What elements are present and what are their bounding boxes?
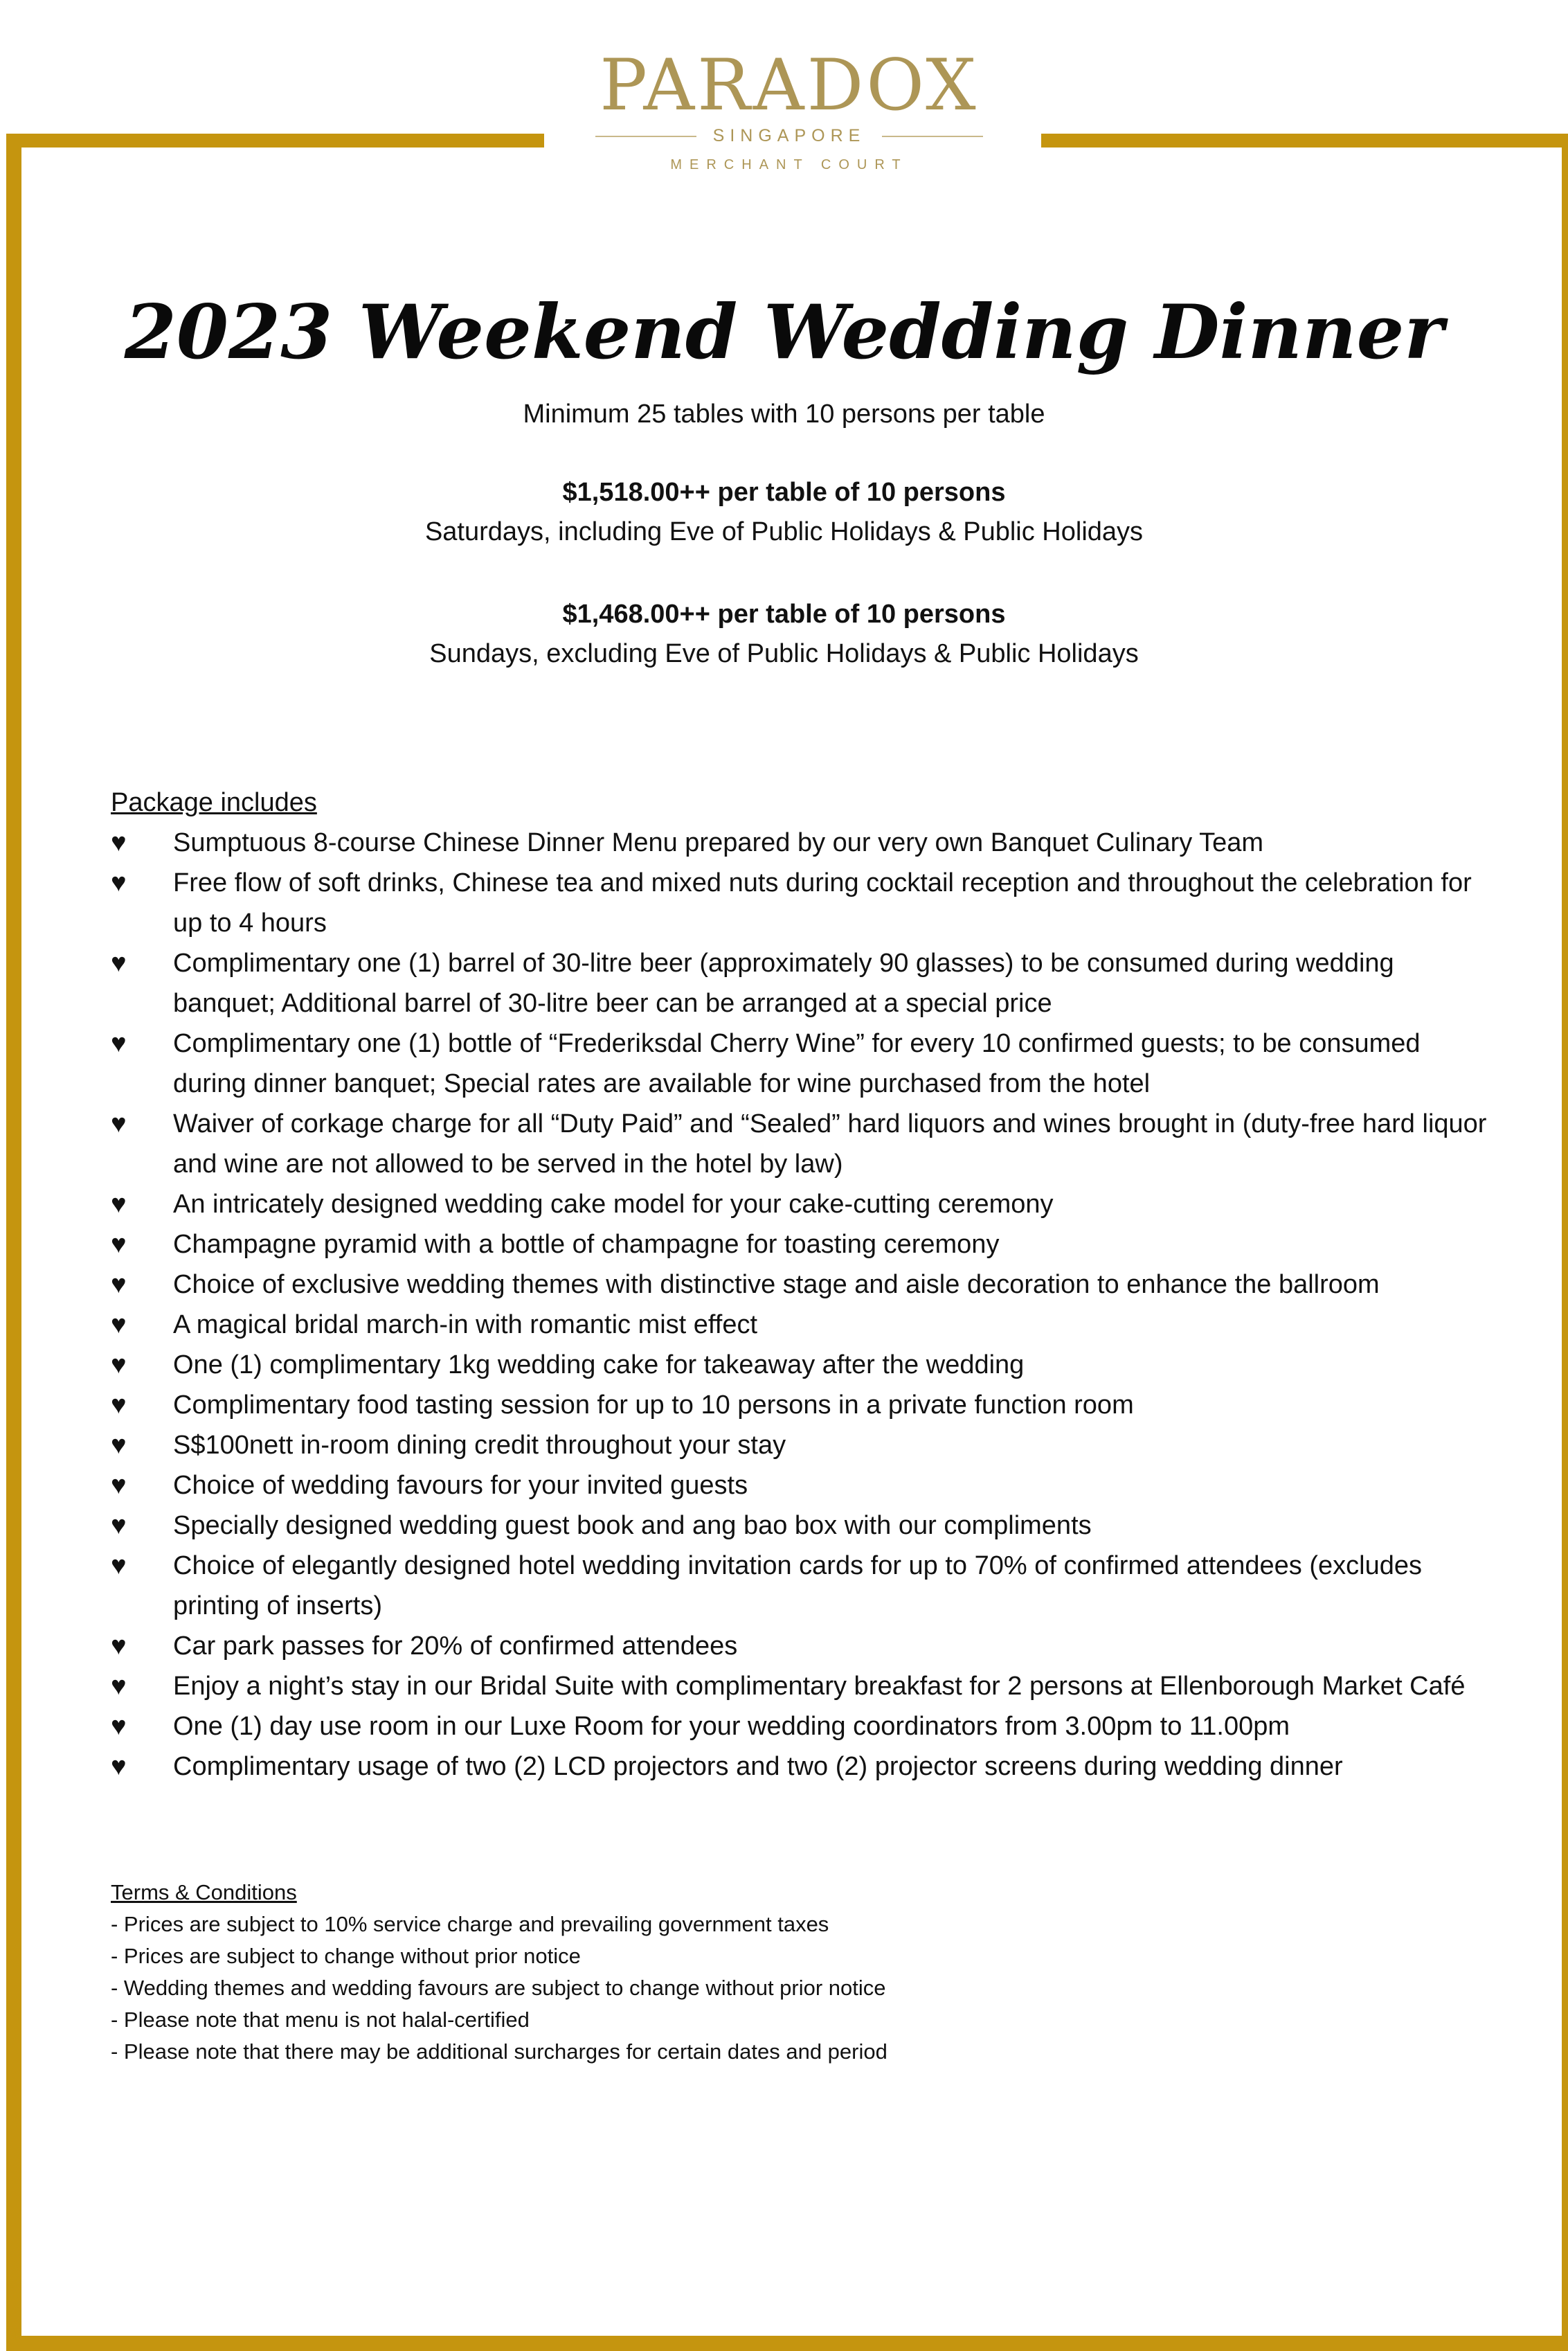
gold-border-top-right bbox=[1041, 134, 1562, 148]
package-item bbox=[111, 1023, 1495, 1104]
heart-bullet-icon: ♥ bbox=[111, 1029, 127, 1058]
package-item-text: Champagne pyramid with a bottle of champagne for toasting ceremony bbox=[173, 1230, 1000, 1259]
brand-logo bbox=[595, 44, 983, 173]
brand-name: PARADOX bbox=[600, 44, 979, 127]
package-item bbox=[111, 863, 1495, 943]
package-item-text: Waiver of corkage charge for all “Duty Paid” and “Sealed” hard liquors and wines brought in (duty-free hard liquor and wine are not allowed to be served in the hotel by law) bbox=[173, 1109, 1487, 1179]
package-item bbox=[111, 1746, 1495, 1787]
package-item bbox=[111, 1345, 1495, 1385]
terms-item: - Prices are subject to 10% service charge and prevailing government taxes bbox=[111, 1912, 829, 1936]
package-item-text: One (1) complimentary 1kg wedding cake for takeaway after the wedding bbox=[173, 1350, 1025, 1379]
package-item bbox=[111, 1385, 1495, 1425]
package-item-text: Complimentary one (1) bottle of “Frederiksdal Cherry Wine” for every 10 confirmed guests; to be consumed during dinner banquet; Special rates are available for wine purchased from the hotel bbox=[173, 1029, 1421, 1098]
package-item-text: Specially designed wedding guest book and ang bao box with our compliments bbox=[173, 1511, 1092, 1540]
terms-item: - Prices are subject to change without prior notice bbox=[111, 1944, 581, 1968]
package-item-text: Complimentary usage of two (2) LCD projectors and two (2) projector screens during wedding dinner bbox=[173, 1752, 1343, 1781]
terms-item: - Please note that menu is not halal-certified bbox=[111, 2008, 530, 2032]
package-item bbox=[111, 1465, 1495, 1505]
page-title: 2023 Weekend Wedding Dinner bbox=[124, 289, 1444, 376]
heart-bullet-icon: ♥ bbox=[111, 1752, 127, 1781]
package-item-text: Free flow of soft drinks, Chinese tea and mixed nuts during cocktail reception and throughout the celebration for up to 4 hours bbox=[173, 868, 1472, 938]
package-item bbox=[111, 1104, 1495, 1184]
logo-divider-right bbox=[882, 136, 983, 137]
package-list bbox=[111, 823, 1495, 1787]
brand-property: MERCHANT COURT bbox=[670, 157, 908, 172]
heart-bullet-icon: ♥ bbox=[111, 1350, 127, 1379]
package-item-text: Choice of wedding favours for your invited guests bbox=[173, 1471, 748, 1500]
heart-bullet-icon: ♥ bbox=[111, 949, 127, 978]
logo-divider-left bbox=[595, 136, 696, 137]
package-item bbox=[111, 1425, 1495, 1465]
heart-bullet-icon: ♥ bbox=[111, 1471, 127, 1500]
package-item-text: S$100nett in-room dining credit throughout your stay bbox=[173, 1431, 786, 1460]
heart-bullet-icon: ♥ bbox=[111, 1270, 127, 1299]
package-item-text: Complimentary food tasting session for up to 10 persons in a private function room bbox=[173, 1391, 1134, 1420]
price-sunday: $1,468.00++ per table of 10 persons bbox=[562, 600, 1006, 629]
terms-item: - Wedding themes and wedding favours are subject to change without prior notice bbox=[111, 1976, 886, 2000]
heart-bullet-icon: ♥ bbox=[111, 1551, 127, 1580]
heart-bullet-icon: ♥ bbox=[111, 1511, 127, 1540]
package-item-text: A magical bridal march-in with romantic mist effect bbox=[173, 1310, 758, 1339]
package-item-text: Sumptuous 8-course Chinese Dinner Menu prepared by our very own Banquet Culinary Team bbox=[173, 828, 1264, 857]
gold-border-top-left bbox=[6, 134, 544, 148]
package-item-text: An intricately designed wedding cake model for your cake-cutting ceremony bbox=[173, 1190, 1054, 1219]
heart-bullet-icon: ♥ bbox=[111, 1391, 127, 1420]
brand-location-row bbox=[595, 126, 983, 146]
package-item bbox=[111, 1505, 1495, 1546]
heart-bullet-icon: ♥ bbox=[111, 1109, 127, 1138]
heart-bullet-icon: ♥ bbox=[111, 1712, 127, 1741]
package-item bbox=[111, 1264, 1495, 1305]
brand-location: SINGAPORE bbox=[712, 126, 866, 145]
package-item-text: Enjoy a night’s stay in our Bridal Suite with complimentary breakfast for 2 persons at Ellenborough Market Café bbox=[173, 1672, 1466, 1701]
price-sunday-note: Sundays, excluding Eve of Public Holidays & Public Holidays bbox=[429, 639, 1139, 668]
heart-bullet-icon: ♥ bbox=[111, 1190, 127, 1219]
heart-bullet-icon: ♥ bbox=[111, 1230, 127, 1259]
package-item bbox=[111, 1626, 1495, 1666]
package-item-text: Car park passes for 20% of confirmed attendees bbox=[173, 1632, 738, 1661]
package-item bbox=[111, 943, 1495, 1023]
package-heading: Package includes bbox=[111, 788, 317, 817]
heart-bullet-icon: ♥ bbox=[111, 1632, 127, 1661]
package-item bbox=[111, 1546, 1495, 1626]
package-item bbox=[111, 823, 1495, 863]
heart-bullet-icon: ♥ bbox=[111, 828, 127, 857]
terms-list bbox=[111, 1908, 1357, 2068]
heart-bullet-icon: ♥ bbox=[111, 1672, 127, 1701]
package-section bbox=[111, 783, 1495, 1787]
page-subtitle: Minimum 25 tables with 10 persons per table bbox=[523, 400, 1045, 429]
price-saturday: $1,518.00++ per table of 10 persons bbox=[562, 478, 1006, 507]
package-item-text: One (1) day use room in our Luxe Room for your wedding coordinators from 3.00pm to 11.00pm bbox=[173, 1712, 1290, 1741]
terms-item: - Please note that there may be additional surcharges for certain dates and period bbox=[111, 2039, 887, 2064]
heart-bullet-icon: ♥ bbox=[111, 1431, 127, 1460]
package-item bbox=[111, 1666, 1495, 1706]
package-item-text: Choice of elegantly designed hotel wedding invitation cards for up to 70% of confirmed attendees (excludes printing of inserts) bbox=[173, 1551, 1422, 1620]
package-item bbox=[111, 1305, 1495, 1345]
package-item bbox=[111, 1224, 1495, 1264]
heart-bullet-icon: ♥ bbox=[111, 1310, 127, 1339]
heart-bullet-icon: ♥ bbox=[111, 868, 127, 897]
package-item-text: Choice of exclusive wedding themes with distinctive stage and aisle decoration to enhance the ballroom bbox=[173, 1270, 1380, 1299]
package-item-text: Complimentary one (1) barrel of 30-litre beer (approximately 90 glasses) to be consumed during wedding banquet; Additional barrel of 30-litre beer can be arranged at a special price bbox=[173, 949, 1394, 1018]
terms-heading: Terms & Conditions bbox=[111, 1880, 297, 1904]
terms-section bbox=[111, 1877, 1357, 2068]
price-saturday-note: Saturdays, including Eve of Public Holidays & Public Holidays bbox=[424, 517, 1144, 546]
package-item bbox=[111, 1184, 1495, 1224]
package-item bbox=[111, 1706, 1495, 1746]
